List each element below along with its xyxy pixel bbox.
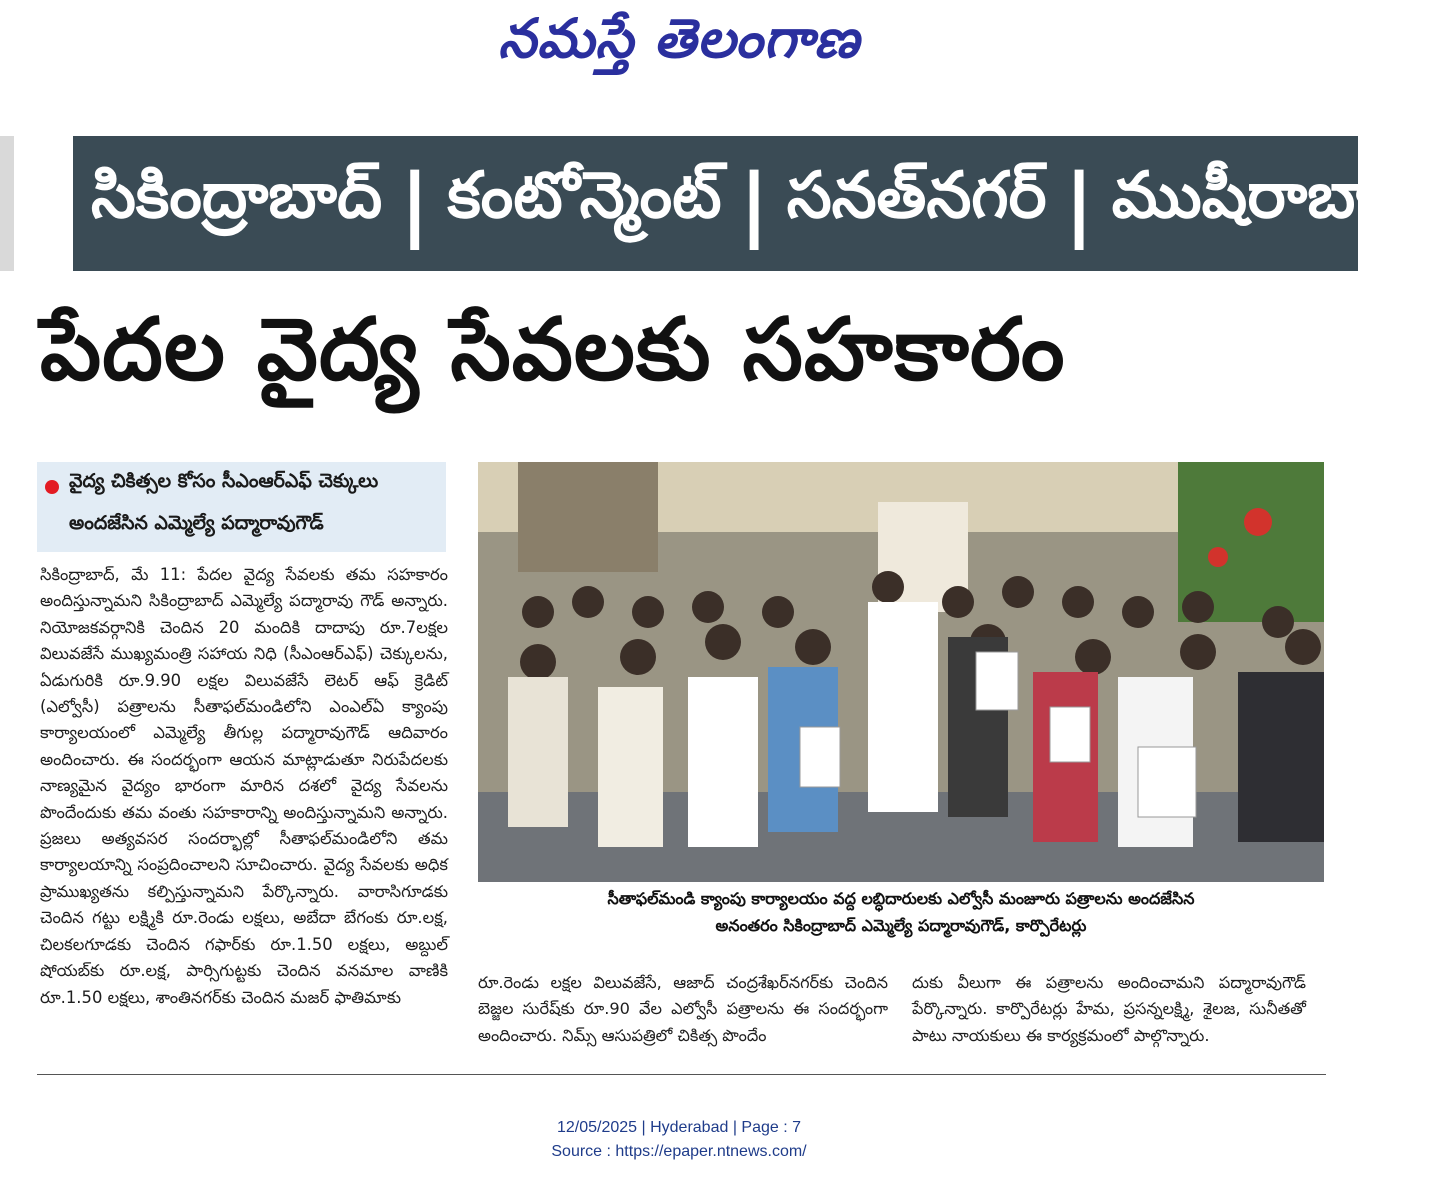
article-headline: పేదల వైద్య సేవలకు సహకారం [40,300,1066,400]
newspaper-logo-title: నమస్తే తెలంగాణ [498,6,860,70]
bullet-icon [45,480,59,494]
subhead-line-1: వైద్య చికిత్సల కోసం సీఎంఆర్‌ఎఫ్ చెక్కులు [69,470,379,492]
photo-caption [478,885,1324,939]
page-divider [37,1074,1326,1075]
group-photo [478,462,1324,882]
footer-date-line: 12/05/2025 | Hyderabad | Page : 7 [556,1119,802,1136]
section-label-3: సనత్‌నగర్ [786,159,1047,233]
footer-source-line: Source : https://epaper.ntnews.com/ [551,1143,807,1160]
section-label-1: సికింద్రాబాద్ [91,159,383,233]
page-footer [0,1116,1358,1164]
section-label-2: కంటోన్మెంట్ [447,159,722,233]
caption-line-1: సీతాఫల్‌మండి క్యాంపు కార్యాలయం వద్ద లబ్ధిదారులకు ఎల్వోసీ మంజూరు పత్రాలను అందజేసిన [607,889,1195,908]
article-body-column-3: దుకు వీలుగా ఈ పత్రాలను అందించామని పద్మారావుగౌడ్ పేర్కొన్నారు. కార్పొరేటర్లు హేమ, ప్రసన్నలక్ష్మి, శైలజ, సునీతతో పాటు నాయకులు ఈ కార్యక్రమంలో పాల్గొన్నారు. [912,973,1306,1045]
article-body-column-2: రూ.రెండు లక్షల విలువజేసే, ఆజాద్ చంద్రశేఖర్‌నగర్‌కు చెందిన బెజ్జల సురేష్‌కు రూ.90 వేల ఎల్వోసీ పత్రాలను ఈ సందర్భంగా అందించారు. నిమ్స్ ఆసుపత్రిలో చికిత్స పొందేం [478,973,888,1045]
caption-line-2: అనంతరం సికింద్రాబాద్ ఎమ్మెల్యే పద్మారావుగౌడ్, కార్పొరేటర్లు [715,916,1087,935]
section-separator: | [400,157,430,250]
subhead-line-2: అందజేసిన ఎమ్మెల్యే పద్మారావుగౌడ్ [69,512,324,534]
masthead [0,0,1358,90]
photo-illustration [478,462,1324,882]
section-bar [73,136,1422,271]
page-edge-strip [0,136,14,271]
section-separator: | [739,157,769,250]
section-label-4: ముషీరాబాద్ [1111,159,1422,233]
subhead-box [37,462,446,552]
article-body-column-1: సికింద్రాబాద్, మే 11: పేదల వైద్య సేవలకు తమ సహకారం అందిస్తున్నామని సికింద్రాబాద్ ఎమ్మెల్యే పద్మారావు గౌడ్ అన్నారు. నియోజకవర్గానికి చెందిన 20 మందికి దాదాపు రూ.7లక్షల విలువజేసే ముఖ్యమంత్రి సహాయ నిధి (సీఎంఆర్‌ఎఫ్) చెక్కులను, ఏడుగురికి రూ.9.90 లక్షల విలువజేసే లెటర్ ఆఫ్ క్రెడిట్ (ఎల్వోసీ) పత్రాలను సీతాఫల్‌మండిలోని ఎంఎల్‌ఏ క్యాంపు కార్యాలయంలో ఎమ్మెల్యే తీగుల్ల పద్మారావుగౌడ్ ఆదివారం అందించారు. ఈ సందర్భంగా ఆయన మాట్లాడుతూ నిరుపేదలకు నాణ్యమైన వైద్యం భారంగా మారిన దశలో వైద్య సేవలను పొందేందుకు తమ వంతు సహకారాన్ని అందిస్తున్నామని అన్నారు. ప్రజలు అత్యవసర సందర్భాల్లో సీతాఫల్‌మండిలోని తమ కార్యాలయాన్ని సంప్రదించాలని సూచించారు. వైద్య సేవలకు అధిక ప్రాముఖ్యతను కల్పిస్తున్నామని పేర్కొన్నారు. వారాసిగూడకు చెందిన గట్టు లక్ష్మికి రూ.రెండు లక్షలు, అబేదా బేగంకు రూ.లక్ష, చిలకలగూడకు చెందిన గఫార్‌కు రూ.1.50 లక్షలు, అబ్దుల్ షోయబ్‌కు రూ.లక్ష, పార్సిగుట్టకు చెందిన వనమాల వాణికి రూ.1.50 లక్షలు, శాంతినగర్‌కు చెందిన మజర్ ఫాతిమాకు [40,565,448,1007]
section-separator: | [1064,157,1094,250]
